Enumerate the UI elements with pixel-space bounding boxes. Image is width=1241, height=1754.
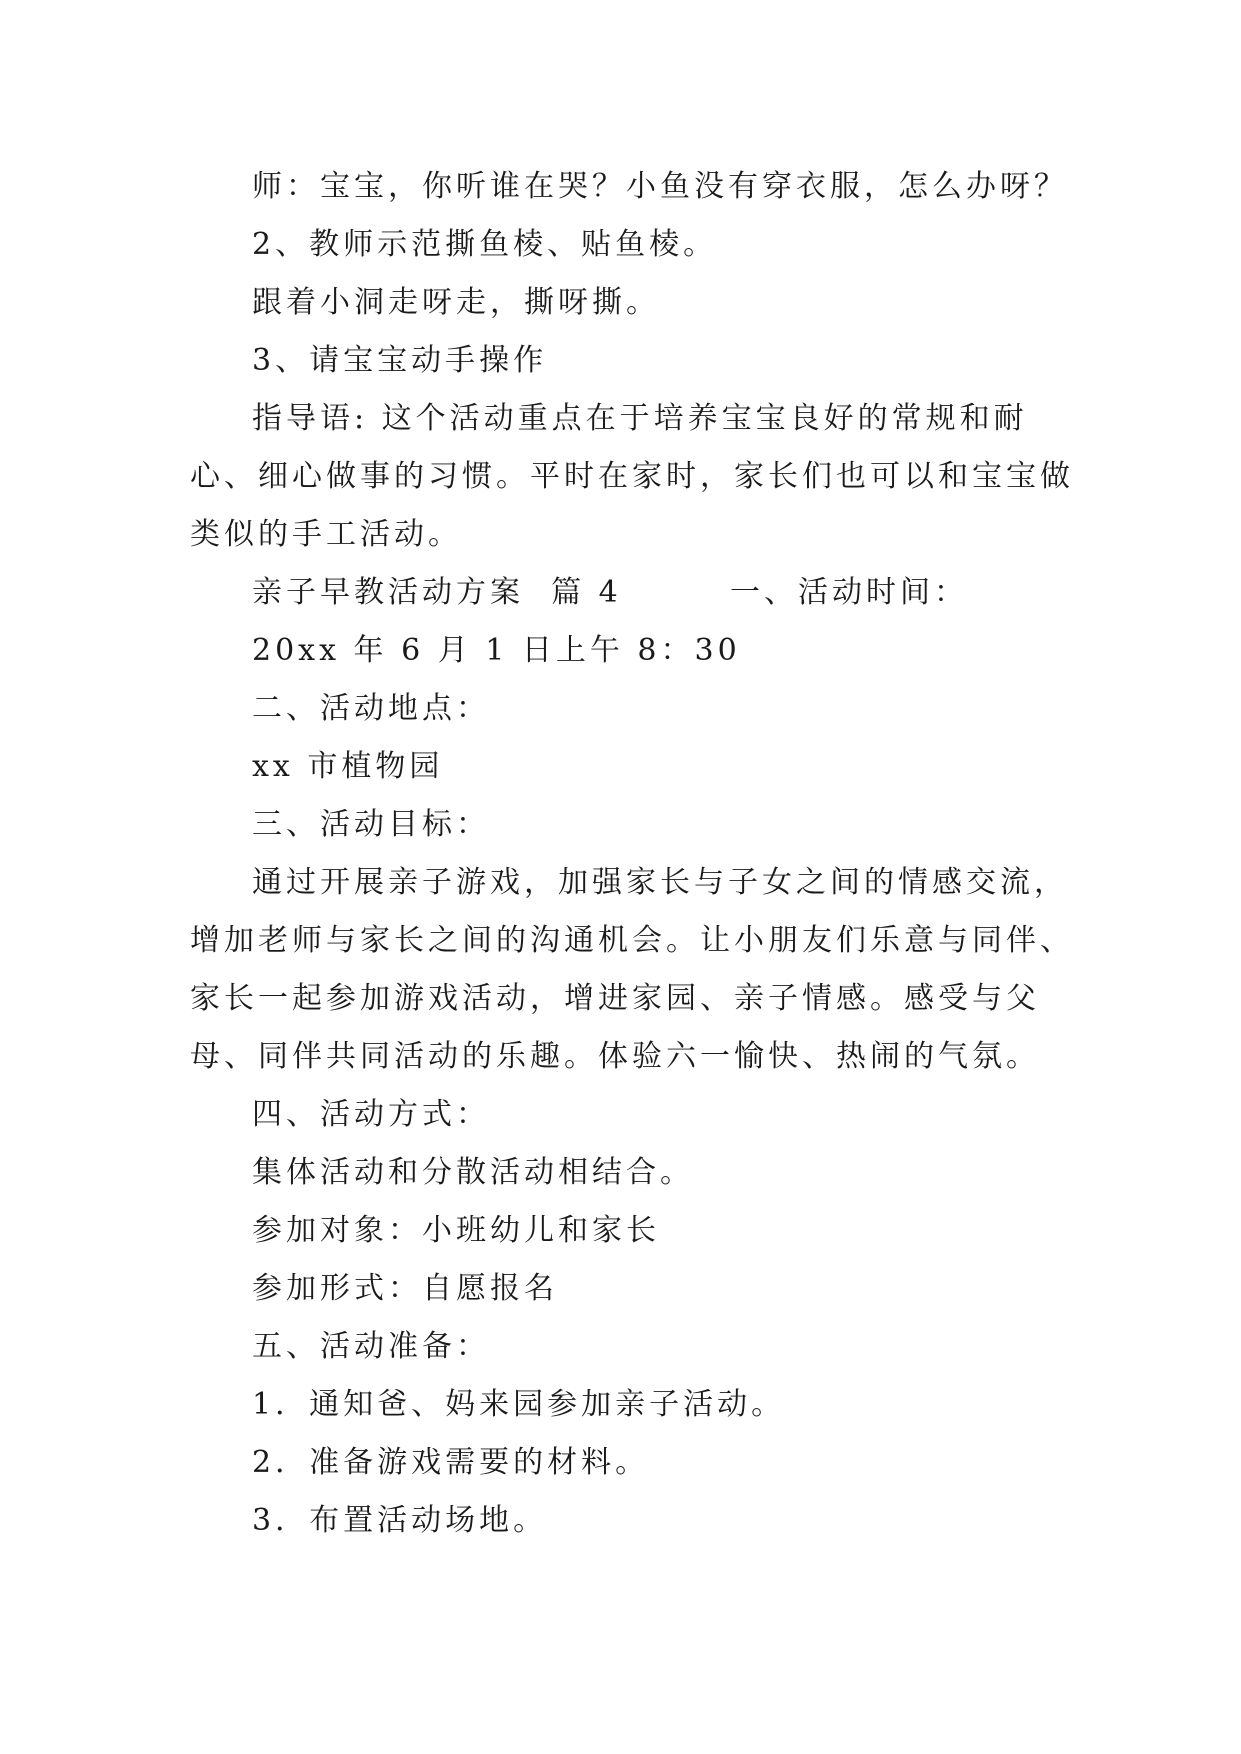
paragraph: 集体活动和分散活动相结合。 <box>252 1155 694 1190</box>
paragraph: 2、教师示范撕鱼棱、贴鱼棱。 <box>252 227 718 262</box>
paragraph: 通过开展亲子游戏，加强家长与子女之间的情感交流，增加老师与家长之间的沟通机会。让小朋友们乐意与同伴、家长一起参加游戏活动，增进家园、亲子情感。感受与父母、同伴共同活动的乐趣。体验六一愉快、热闹的气氛。 <box>190 865 1074 1074</box>
section-heading: 三、活动目标： <box>252 807 490 842</box>
paragraph: 师：宝宝，你听谁在哭？小鱼没有穿衣服，怎么办呀？ <box>252 169 1068 204</box>
paragraph: xx 市植物园 <box>252 749 444 784</box>
list-item: 3．布置活动场地。 <box>252 1503 548 1538</box>
section-heading: 亲子早教活动方案 篇 4 一、活动时间： <box>252 575 968 610</box>
paragraph: 20xx 年 6 月 1 日上午 8：30 <box>252 633 741 668</box>
section-heading: 五、活动准备： <box>252 1329 490 1364</box>
paragraph: 指导语: 这个活动重点在于培养宝宝良好的常规和耐心、细心做事的习惯。平时在家时，家长们也可以和宝宝做类似的手工活动。 <box>190 401 1074 552</box>
paragraph: 3、请宝宝动手操作 <box>252 343 548 378</box>
paragraph: 参加形式：自愿报名 <box>252 1271 558 1306</box>
section-heading: 二、活动地点： <box>252 691 490 726</box>
paragraph: 跟着小洞走呀走，撕呀撕。 <box>252 285 660 320</box>
list-item: 1．通知爸、妈来园参加亲子活动。 <box>252 1387 786 1422</box>
document-body <box>190 158 1090 1550</box>
paragraph: 参加对象：小班幼儿和家长 <box>252 1213 660 1248</box>
section-heading: 四、活动方式： <box>252 1097 490 1132</box>
list-item: 2．准备游戏需要的材料。 <box>252 1445 650 1480</box>
